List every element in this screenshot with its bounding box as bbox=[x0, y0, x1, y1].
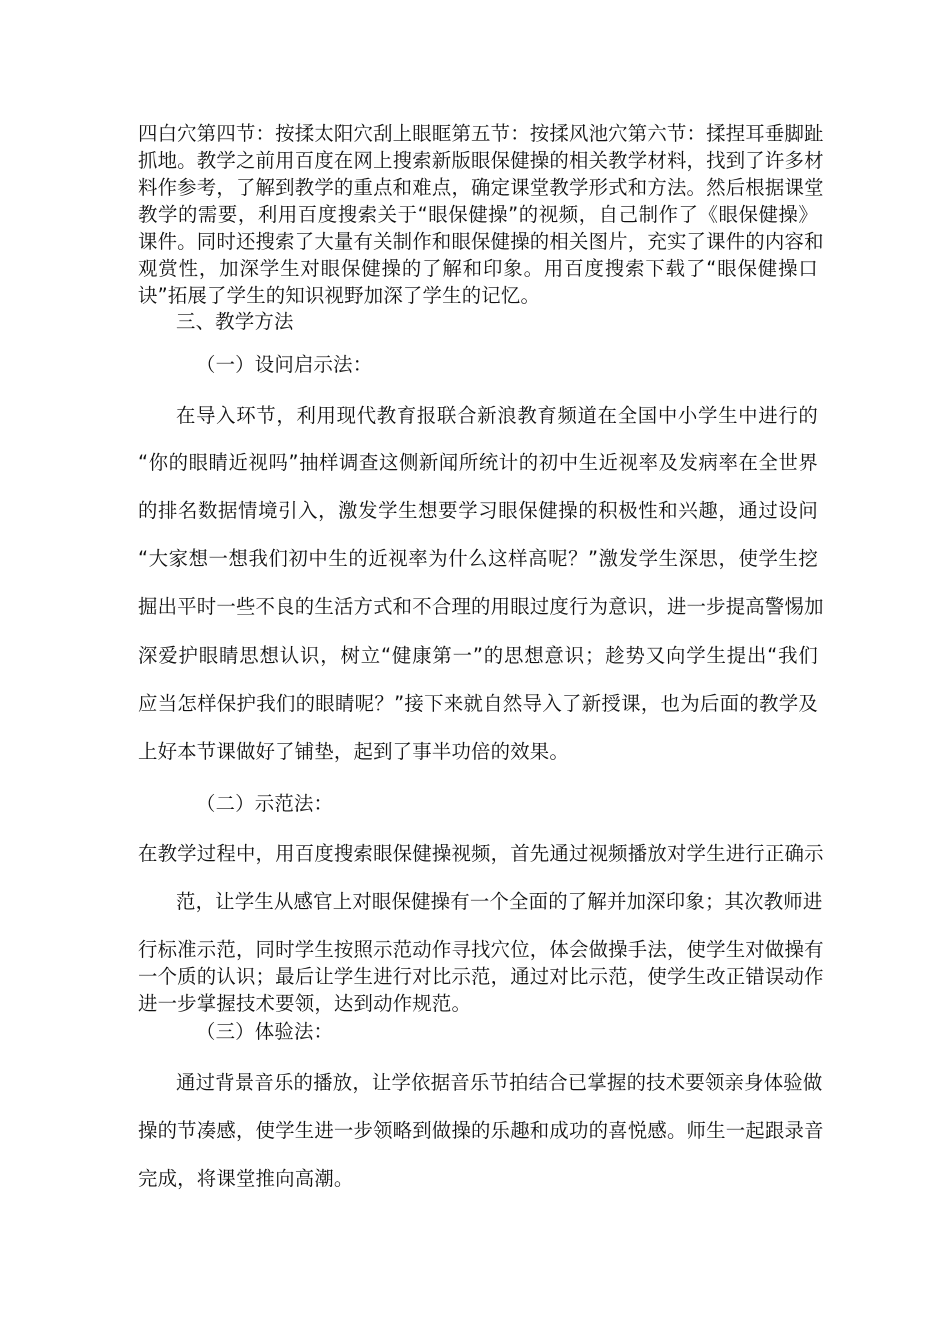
paragraph-line: 在导入环节，利用现代教育报联合新浪教育频道在全国中小学生中进行的 bbox=[176, 404, 818, 427]
paragraph-line: 抓地。教学之前用百度在网上搜索新版眼保健操的相关教学材料，找到了许多材 bbox=[138, 149, 824, 172]
paragraph-line: 料作参考，了解到教学的重点和难点，确定课堂教学形式和方法。然后根据课堂 bbox=[138, 176, 824, 199]
paragraph-line: 教学的需要，利用百度搜索关于“眼保健操”的视频，自己制作了《眼保健操》 bbox=[138, 203, 818, 226]
paragraph-line: 的排名数据情境引入，激发学生想要学习眼保健操的积极性和兴趣，通过设问 bbox=[138, 499, 818, 522]
paragraph-line: “你的眼睛近视吗”抽样调查这侧新闻所统计的初中生近视率及发病率在全世界 bbox=[138, 451, 818, 474]
paragraph-line: 四白穴第四节：按揉太阳穴刮上眼眶第五节：按揉风池穴第六节：揉捏耳垂脚趾 bbox=[138, 122, 824, 145]
paragraph-line: 一个质的认识；最后让学生进行对比示范，通过对比示范，使学生改正错误动作 bbox=[138, 965, 824, 988]
section-heading: 三、教学方法 bbox=[176, 310, 294, 333]
paragraph-line: 课件。同时还搜索了大量有关制作和眼保健操的相关图片，充实了课件的内容和 bbox=[138, 230, 824, 253]
paragraph-line: 应当怎样保护我们的眼睛呢？”接下来就自然导入了新授课，也为后面的教学及 bbox=[138, 692, 818, 715]
paragraph-line: 在教学过程中，用百度搜索眼保健操视频，首先通过视频播放对学生进行正确示 bbox=[138, 842, 824, 865]
paragraph-line: 操的节凑感，使学生进一步领略到做操的乐趣和成功的喜悦感。师生一起跟录音 bbox=[138, 1119, 824, 1142]
paragraph-line: 观赏性，加深学生对眼保健操的了解和印象。用百度搜索下载了“眼保健操口 bbox=[138, 257, 818, 280]
paragraph-line: 掘出平时一些不良的生活方式和不合理的用眼过度行为意识，进一步提高警惕加 bbox=[138, 595, 824, 618]
paragraph-line: 上好本节课做好了铺垫，起到了事半功倍的效果。 bbox=[138, 740, 569, 763]
paragraph-line: 通过背景音乐的播放，让学依据音乐节拍结合已掌握的技术要领亲身体验做 bbox=[176, 1071, 823, 1094]
paragraph-line: 深爱护眼睛思想认识，树立“健康第一”的思想意识；趁势又向学生提出“我们 bbox=[138, 644, 818, 667]
subsection-heading: （一）设问启示法： bbox=[196, 353, 373, 376]
paragraph-line: 完成，将课堂推向高潮。 bbox=[138, 1167, 354, 1190]
paragraph-line: 进一步掌握技术要领，达到动作规范。 bbox=[138, 992, 472, 1015]
subsection-heading: （三）体验法： bbox=[196, 1020, 334, 1043]
paragraph-line: 范，让学生从感官上对眼保健操有一个全面的了解并加深印象；其次教师进 bbox=[176, 890, 823, 913]
paragraph-line: “大家想一想我们初中生的近视率为什么这样高呢？”激发学生深思，使学生挖 bbox=[138, 547, 818, 570]
subsection-heading: （二）示范法： bbox=[196, 792, 334, 815]
paragraph-line: 诀”拓展了学生的知识视野加深了学生的记忆。 bbox=[138, 284, 541, 307]
paragraph-line: 行标准示范，同时学生按照示范动作寻找穴位，体会做操手法，使学生对做操有 bbox=[138, 938, 824, 961]
